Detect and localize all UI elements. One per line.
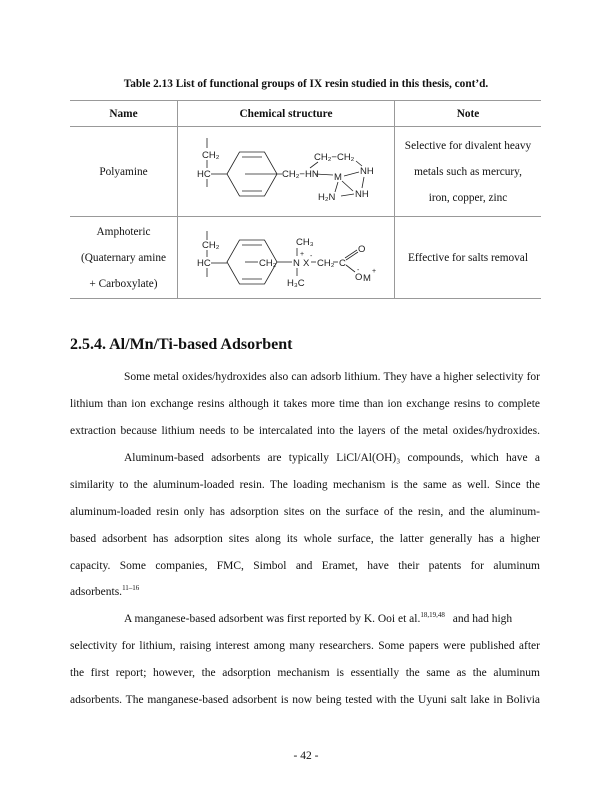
svg-text:CH₂: CH₂ xyxy=(202,240,220,251)
svg-text:C: C xyxy=(339,258,346,269)
note-line: metals such as mercury, xyxy=(414,166,522,178)
name-line: Amphoteric xyxy=(96,226,151,238)
header-structure: Chemical structure xyxy=(239,108,333,120)
body-line: Aluminum-based adsorbents are typically LiCl/Al(OH)₃ compounds, which have a xyxy=(124,452,540,464)
body-line: the first report; however, the adsorption mechanism is essentially the same as the aluminum xyxy=(70,667,540,679)
row-amphoteric-note: Effective for salts removal xyxy=(408,252,528,264)
section-heading: 2.5.4. Al/Mn/Ti-based Adsorbent xyxy=(70,336,293,353)
body-line: aluminum-loaded resin only has adsorption sites on the surface of the resin, and the aluminum- xyxy=(70,506,540,518)
svg-text:+: + xyxy=(300,251,305,258)
header-name: Name xyxy=(109,108,138,120)
body-line: similarity to the aluminum-loaded resin. The loading mechanism is the same as well. Since the xyxy=(70,479,540,491)
header-note: Note xyxy=(456,108,480,120)
svg-text:CH₂−HN: CH₂−HN xyxy=(282,169,319,180)
name-line: (Quaternary amine xyxy=(81,252,166,264)
body-line: A manganese-based adsorbent was first reported by K. Ooi et al.$^{18,19,48}$ and had high xyxy=(124,611,513,625)
svg-text:NH: NH xyxy=(360,166,374,177)
svg-text:CH₃: CH₃ xyxy=(296,237,314,248)
svg-text:O: O xyxy=(358,244,366,255)
page-number: - 42 - xyxy=(293,750,319,762)
svg-text:M: M xyxy=(363,273,371,284)
svg-text:NH: NH xyxy=(355,189,369,200)
body-line: selectivity for lithium, raising interest among many researchers. Some papers were published after xyxy=(70,640,540,652)
body-line: based adsorbent has adsorption sites along its whole surface, the latter generally has a higher xyxy=(70,533,540,545)
body-line: capacity. Some companies, FMC, Simbol and Eramet, have their patents for aluminum xyxy=(70,560,540,572)
row-polyamine-name: Polyamine xyxy=(99,166,148,178)
note-line: iron, copper, zinc xyxy=(428,192,508,204)
name-line: + Carboxylate) xyxy=(89,278,158,290)
svg-text:HC: HC xyxy=(197,258,211,269)
svg-text:X: X xyxy=(303,258,310,269)
svg-text:CH₂−CH₂: CH₂−CH₂ xyxy=(314,152,355,163)
svg-text:CH₂: CH₂ xyxy=(202,150,220,161)
citation: 18,19,48 xyxy=(420,611,445,619)
svg-text:-: - xyxy=(310,253,313,260)
svg-text:-: - xyxy=(357,267,360,274)
amphoteric-structure xyxy=(197,231,376,289)
svg-text:CH₂: CH₂ xyxy=(317,258,335,269)
svg-text:+: + xyxy=(372,268,377,275)
svg-text:H₂N: H₂N xyxy=(318,192,336,203)
body-line: lithium than ion exchange resins although it takes more time than ion exchange resins to complete xyxy=(70,398,540,410)
table-caption: Table 2.13 List of functional groups of IX resin studied in this thesis, cont’d. xyxy=(123,78,489,90)
svg-text:O: O xyxy=(355,272,363,283)
svg-text:H₃C: H₃C xyxy=(287,278,305,289)
body-line: extraction because lithium needs to be intercalated into the layers of the metal oxides/hydroxides. xyxy=(70,425,540,437)
svg-text:CH₂: CH₂ xyxy=(259,258,277,269)
note-line: Selective for divalent heavy xyxy=(404,140,532,152)
body-line: Some metal oxides/hydroxides also can adsorb lithium. They have a higher selectivity for xyxy=(124,371,540,383)
svg-text:M: M xyxy=(334,172,342,183)
svg-text:HC: HC xyxy=(197,169,211,180)
body-line: adsorbents.$^{11-16}$ xyxy=(70,584,140,598)
citation: 11–16 xyxy=(122,584,140,592)
body-line: adsorbents. The manganese-based adsorbent is now being tested with the Uyuni salt lake in Bolivia xyxy=(70,694,540,706)
svg-text:N: N xyxy=(293,258,300,269)
polyamine-structure xyxy=(197,138,374,203)
